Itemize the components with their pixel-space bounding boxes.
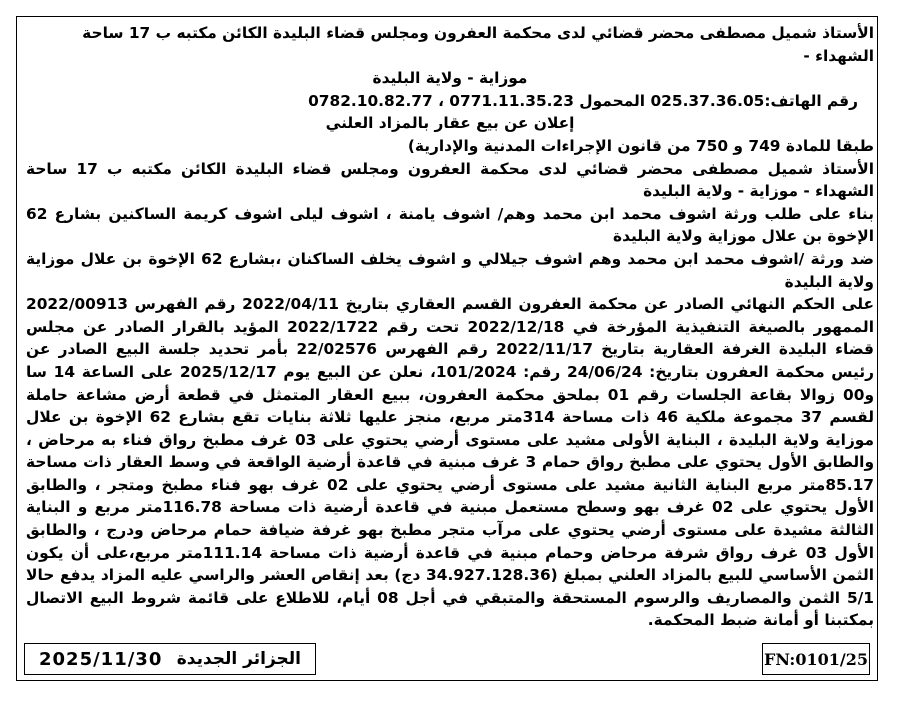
body-paragraph: على الحكم النهائي الصادر عن محكمة العفرون القسم العقاري بتاريخ 2022/04/11 رقم الفهرس 2022/00913 الممهور بالصيغة التنفيذية المؤرخة في 2022/12/18 تحت رقم 2022/1722 المؤيد بالقرار الصادر عن مجلس قضاء البليدة الغرفة العقارية بتاريخ 2022/11/17 رقم الفهرس 22/02576 بأمر تحديد جلسة البيع الصادر عن رئيس محكمة العفرون بتاريخ: 24/06/24 رقم: 101/2024، نعلن عن البيع يوم 2025/12/17 على الساعة 14 سا و00 زوالا بقاعة الجلسات رقم 01 بملحق محكمة العفرون، ببيع العقار المتمثل في قطعة أرض مشاعة حاملة لقسم 37 مجموعة ملكية 46 ذات مساحة 314متر مربع، منجز عليها ثلاثة بنايات تقع بشارع 62 الإخوة بن علال موزاية ولاية البليدة ، البناية الأولى مشيد على مستوى أرضي يحتوي على 03 غرف مطبخ رواق فناء به مرحاض ، والطابق الأول يحتوي على مطبخ رواق حمام 3 غرف مبنية في قاعدة أرضية الواقعة في وسط العقار ذات مساحة 85.17متر مربع البناية الثانية مشيد على مستوى أرضي يحتوي على 02 غرف بهو فناء مطبخ ومتجر ، والطابق الأول يحتوي على 02 غرف بهو وسطح مستعمل مبنية في قاعدة أرضية ذات مساحة 116.78متر مربع و البناية الثالثة مشيدة على مستوى أرضي يحتوي على مرآب متجر مطبخ بهو غرفة ضيافة حمام مرحاض ودرج ، والطابق الأول 03 غرف رواق شرفة مرحاض وحمام مبنية في قاعدة أرضية ذات مساحة 111.14متر مربع،على أن يكون الثمن الأساسي للبيع بالمزاد العلني بمبلغ (34.927.128.36 دج) بعد إنقاص العشر والراسي عليه المزاد يدفع حالا 5/1 الثمن والمصاريف والرسوم المستحقة والمتبقي في أجل 08 أيام، للاطلاع على قائمة شروط البيع الاتصال بمكتبنا أو أمانة ضبط المحكمة. — [26, 295, 875, 630]
file-number: FN:0101/25 — [764, 649, 868, 669]
request-paragraph: بناء على طلب ورثة اشوف محمد ابن محمد وهم/ اشوف يامنة ، اشوف ليلى اشوف كريمة الساكنين بشارع 62 الإخوة بن علال موزاية ولاية البليدة — [26, 204, 874, 246]
legal-basis: طبقا للمادة 749 و 750 من قانون الإجراءات المدنية والإدارية) — [407, 136, 874, 155]
publication-box — [24, 643, 316, 675]
header-line-2: موزاية - ولاية البليدة — [372, 69, 528, 88]
phone-line: رقم الهاتف:025.37.36.05 المحمول 0771.11.35.23 ، 0782.10.82.77 — [308, 91, 858, 110]
file-number-box — [762, 643, 870, 675]
against-paragraph: ضد ورثة /اشوف محمد ابن محمد وهم اشوف جيلالي و اشوف يخلف الساكنان ،بشارع 62 الإخوة بن علال موزاية ولاية البليدة — [26, 249, 874, 291]
notice-body — [26, 22, 874, 632]
publication-date: 2025/11/30 — [39, 648, 163, 670]
newspaper-name: الجزائر الجديدة — [176, 649, 301, 669]
header-line-1: الأستاذ شميل مصطفى محضر قضائي لدى محكمة العفرون ومجلس قضاء البليدة الكائن مكتبه ب 17 ساحة الشهداء - — [82, 24, 874, 65]
bailiff-paragraph: الأستاذ شميل مصطفى محضر قضائي لدى محكمة العفرون ومجلس قضاء البليدة الكائن مكتبه ب 17 ساحة الشهداء - موزاية - ولاية البليدة — [26, 159, 875, 201]
notice-title: إعلان عن بيع عقار بالمزاد العلني — [325, 114, 575, 133]
footer — [16, 638, 878, 681]
